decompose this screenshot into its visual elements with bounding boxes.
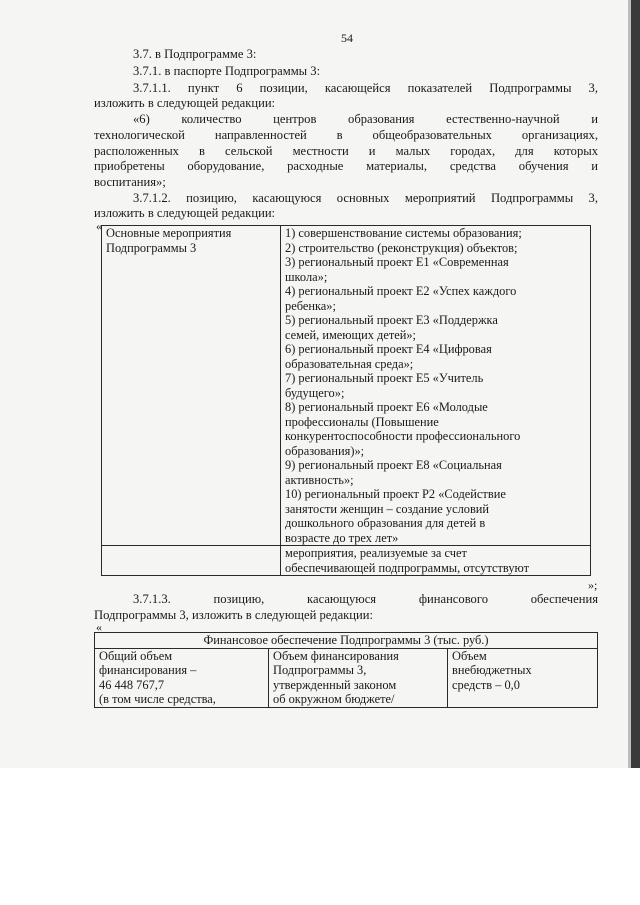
activity-line: 1) совершенствование системы образования; [285, 226, 522, 240]
paragraph-3-7-1-3-cont: Подпрограммы 3, изложить в следующей редакции: [94, 608, 374, 622]
open-quote-1: « [96, 219, 102, 233]
activity-line: дошкольного образования для детей в [285, 516, 486, 530]
activity-line: 7) региональный проект Е5 «Учитель [285, 371, 484, 385]
paragraph-3-7: 3.7. в Подпрограмме 3: [133, 47, 257, 61]
page-number: 54 [341, 31, 353, 45]
support-line: обеспечивающей подпрограммы, отсутствуют [285, 560, 530, 575]
scan-border [631, 0, 640, 768]
paragraph-3-7-1-1-cont: изложить в следующей редакции: [94, 96, 276, 110]
main-activities-table [101, 225, 591, 576]
cell-line: финансирования – [99, 663, 197, 677]
financing-table [94, 632, 598, 708]
financing-header: Финансовое обеспечение Подпрограммы 3 (тыс. руб.) [95, 633, 598, 649]
paragraph-3-7-1-1: 3.7.1.1. пункт 6 позиции, касающейся показателей Подпрограммы 3, [133, 81, 598, 95]
paragraph-3-7-1-3: 3.7.1.3. позицию, касающуюся финансового обеспечения [133, 592, 598, 606]
quote-item-6-line1: «6) количество центров образования естественно-научной и [133, 112, 598, 126]
cell-line: Объем [452, 648, 487, 663]
cell-line: Общий объем [99, 648, 173, 663]
financing-extrabudget-cell [448, 648, 598, 707]
paragraph-3-7-1-2: 3.7.1.2. позицию, касающуюся основных мероприятий Подпрограммы 3, [133, 191, 598, 205]
cell-line: внебюджетных [452, 663, 532, 677]
activity-line: 3) региональный проект Е1 «Современная [285, 255, 509, 269]
cell-line: Подпрограммы 3 [106, 240, 197, 255]
quote-item-6-line3: расположенных в сельской местности и малых городах, для которых [94, 144, 598, 158]
quote-item-6-line4: приобретены оборудование, расходные материалы, средства обучения и [94, 159, 598, 173]
activity-line: конкурентоспособности профессионального [285, 429, 521, 443]
activity-line: 10) региональный проект Р2 «Содействие [285, 487, 506, 501]
activity-line: активность»; [285, 472, 354, 487]
activity-line: 6) региональный проект Е4 «Цифровая [285, 342, 492, 356]
activity-line: профессионалы (Повышение [285, 414, 439, 429]
cell-line: Основные мероприятия [106, 226, 232, 240]
activity-line: 4) региональный проект Е2 «Успех каждого [285, 284, 517, 298]
scan-border-shadow [628, 0, 631, 768]
activity-line: ребенка»; [285, 298, 336, 313]
quote-item-6-line2: технологической направленностей в общеобразовательных организациях, [94, 128, 598, 142]
activity-line: 2) строительство (реконструкция) объектов; [285, 240, 518, 255]
activity-line: семей, имеющих детей»; [285, 327, 416, 342]
financing-total-cell [95, 648, 269, 707]
cell-line: Подпрограммы 3, [273, 663, 367, 677]
cell-line: средств – 0,0 [452, 677, 520, 692]
cell-line: утвержденный законом [273, 677, 397, 692]
activity-line: возрасте до трех лет» [285, 530, 399, 545]
open-quote-2: « [96, 620, 102, 634]
activity-line: 9) региональный проект Е8 «Социальная [285, 458, 502, 472]
cell-line: Объем финансирования [273, 648, 399, 663]
paragraph-3-7-1-2-cont: изложить в следующей редакции: [94, 206, 276, 220]
table-cell-activities [281, 226, 591, 546]
cell-line: об окружном бюджете/ [273, 692, 395, 706]
quote-item-6-line5: воспитания»; [94, 175, 166, 189]
activity-line: образовательная среда»; [285, 356, 414, 371]
activity-line: 5) региональный проект Е3 «Поддержка [285, 313, 498, 327]
activity-line: 8) региональный проект Е6 «Молодые [285, 400, 488, 414]
cell-line: 46 448 767,7 [99, 677, 165, 692]
paragraph-3-7-1: 3.7.1. в паспорте Подпрограммы 3: [133, 64, 321, 78]
close-quote-1: »; [588, 578, 598, 592]
support-line: мероприятия, реализуемые за счет [285, 546, 467, 560]
table-cell-empty [102, 546, 281, 576]
activity-line: занятости женщин – создание условий [285, 501, 490, 516]
activity-line: школа»; [285, 269, 328, 284]
table-cell-label [102, 226, 281, 546]
activity-line: будущего»; [285, 385, 345, 400]
activity-line: образования)»; [285, 443, 365, 458]
cell-line: (в том числе средства, [99, 692, 216, 706]
table-cell-support-activities [281, 546, 591, 576]
financing-budget-cell [269, 648, 448, 707]
